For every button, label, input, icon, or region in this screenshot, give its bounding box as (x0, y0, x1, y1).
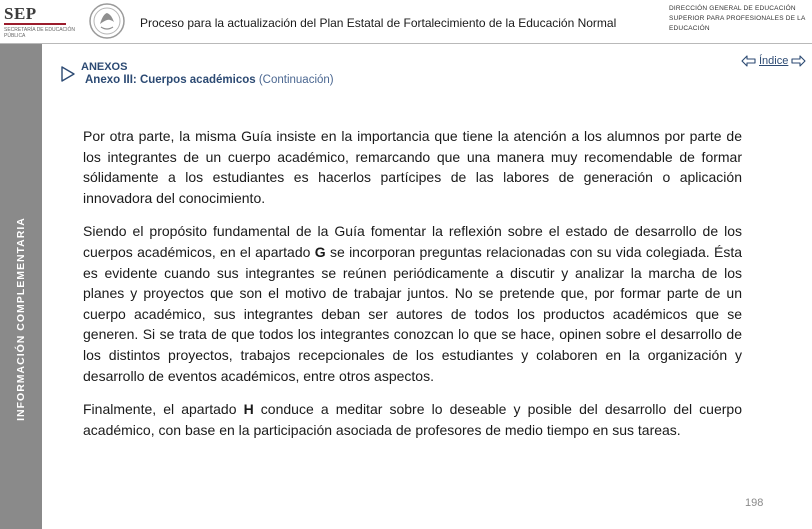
arrow-right-icon[interactable] (791, 55, 806, 67)
paragraph-3-part-2: conduce a meditar sobre lo deseable y posible del desarrollo del cuerpo académico, con base en la participación asociada de profesores de medio tiempo en sus tareas. (83, 401, 742, 438)
paragraph-2-part-2: se incorporan preguntas relacionadas con su vida colegiada. Ésta es evidente cuando sus integrantes se reúnen periódicamente a discutir y analizar la marcha de los planes y proyectos que son el motivo de trabajar juntos. No se pretende que, por formar parte de un cuerpo académico, sus integrantes deban ser autores de todos los productos académicos que se generen. Si se trata de que todos los integrantes conozcan lo que se hace, opinen sobre el desarrollo de los distintos proyectos, trabajos recepcionales de los estudiantes y colaboren en la organización y desarrollo de eventos académicos, entre otros aspectos. (83, 243, 742, 384)
paragraph-3-part-1: Finalmente, el apartado (83, 401, 244, 418)
section-kicker: ANEXOS (81, 61, 128, 73)
section-title-text: Anexo III: Cuerpos académicos (85, 74, 256, 86)
index-nav (741, 53, 806, 69)
header-divider (0, 43, 812, 44)
index-link[interactable]: Índice (759, 55, 789, 67)
section-continuation: (Continuación) (258, 74, 334, 86)
sep-logo (4, 4, 82, 40)
section-letter-g: G (314, 243, 326, 260)
sidebar-label: INFORMACIÓN COMPLEMENTARIA (15, 217, 27, 421)
page-header (0, 0, 812, 44)
paragraph-3 (83, 399, 742, 440)
sidebar (0, 44, 42, 529)
paragraph-2 (83, 221, 742, 386)
header-title: Proceso para la actualización del Plan Estatal de Fortalecimiento de la Educación Normal (140, 16, 617, 30)
dgesu-label: DIRECCIÓN GENERAL DE EDUCACIÓN SUPERIOR PARA PROFESIONALES DE LA EDUCACIÓN (669, 5, 806, 32)
sep-logo-subtitle: SECRETARÍA DE EDUCACIÓN PÚBLICA (4, 27, 76, 39)
section-letter-h: H (243, 401, 254, 418)
section-title (85, 74, 334, 86)
sep-logo-bar (4, 23, 66, 25)
arrow-left-icon[interactable] (741, 55, 756, 67)
paragraph-1: Por otra parte, la misma Guía insiste en la importancia que tiene la atención a los alumnos por parte de los integrantes de un cuerpo académico, remarcando que una manera muy recomendable de formar sólidamente a los estudiantes es hacerlos partícipes de las labores de generación o aplicación innovadora del conocimiento. (83, 128, 742, 206)
national-crest-icon (88, 2, 126, 40)
paragraph-2-part-1: Siendo el propósito fundamental de la Guía fomentar la reflexión sobre el estado de desarrollo de los cuerpos académicos, en el apartado (83, 223, 742, 260)
triangle-right-outline-icon (60, 66, 76, 82)
sep-logo-text: SEP (4, 4, 37, 23)
body-text (83, 126, 742, 453)
page-number: 198 (745, 497, 764, 509)
